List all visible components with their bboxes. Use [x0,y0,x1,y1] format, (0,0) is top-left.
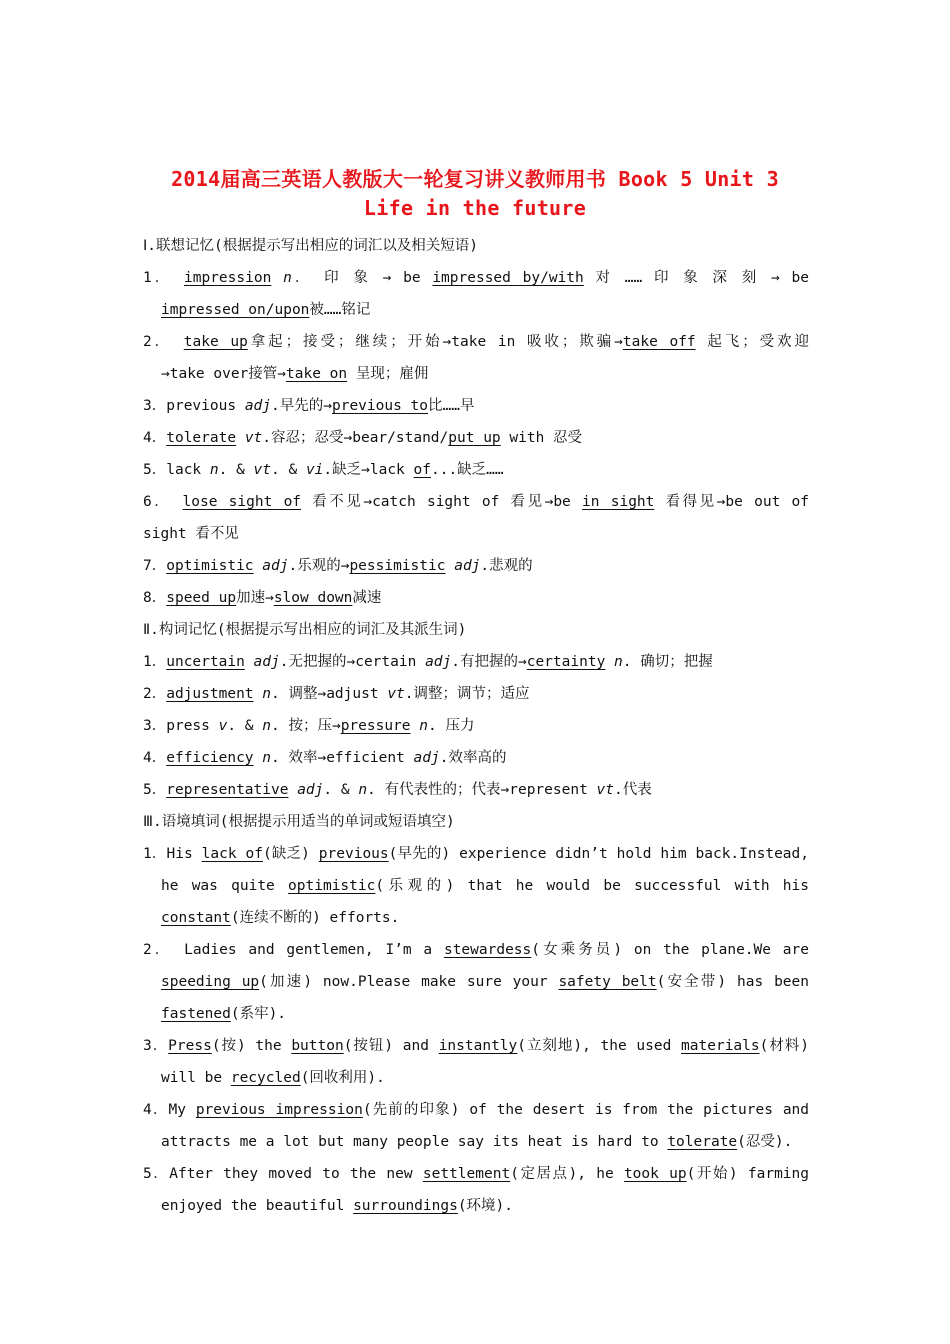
text-line [143,422,809,454]
text-segment: 2． [143,334,184,350]
text-line [143,550,809,582]
text-line [143,454,809,486]
text-segment: Ⅰ.联想记忆(根据提示写出相应的词汇以及相关短语) [143,238,478,254]
answer-blank: settlement [422,1166,511,1182]
text-segment: vi [305,462,324,478]
text-line [143,326,809,358]
text-line [143,358,809,390]
text-segment [605,654,614,670]
text-segment: 3． [143,1038,169,1054]
text-segment: (材料) [759,1038,809,1054]
text-segment [254,750,263,766]
answer-blank: speeding up [161,974,260,990]
text-segment: n [262,686,272,702]
text-segment: with 忍受 [500,430,583,446]
text-segment: (缺乏) [262,846,319,862]
answer-blank: surroundings [353,1198,458,1214]
text-segment: (系牢). [230,1006,287,1022]
text-segment: (加速) now.Please make sure your [259,974,559,990]
text-segment: adj [297,782,324,798]
answer-blank: take off [622,334,696,350]
text-segment: 2． [143,686,167,702]
text-segment: 1． [143,270,185,286]
text-segment: . 有代表性的；代表→represent [367,782,597,798]
text-segment: (开始) farming [686,1166,809,1182]
text-segment: (按钮) and [343,1038,439,1054]
text-segment: (女乘务员) on the plane.We are [531,942,809,958]
answer-blank: in sight [582,494,655,510]
text-segment: . & [271,462,306,478]
answer-blank: previous [318,846,389,862]
text-segment [254,686,263,702]
text-segment: . & [323,782,359,798]
text-segment: 7． [143,558,167,574]
answer-blank: optimistic [166,558,254,574]
text-segment: n [358,782,368,798]
answer-blank: fastened [161,1006,231,1022]
answer-blank: impressed on/upon [161,302,310,318]
answer-blank: tolerate [166,430,237,446]
text-segment: 3．press [143,718,219,734]
answer-blank: adjustment [166,686,254,702]
text-segment: 8． [143,590,167,606]
text-line [143,262,809,294]
text-segment: . 压力 [428,718,475,734]
answer-blank: previous impression [195,1102,363,1118]
text-segment [254,558,263,574]
text-line [143,678,809,710]
answer-blank: pessimistic [349,558,446,574]
text-segment: vt [387,686,405,702]
text-segment: .缺乏→lack [323,462,414,478]
text-segment: adj [262,558,289,574]
document-body [143,230,809,1222]
text-segment: vt [244,430,263,446]
text-segment: . 效率→efficient [271,750,414,766]
text-segment: ． 印 象 → be [291,270,433,286]
text-line [143,710,809,742]
text-segment: adj [413,750,440,766]
answer-blank: stewardess [443,942,532,958]
answer-blank: safety belt [558,974,657,990]
text-segment: 被……铭记 [309,302,371,318]
text-segment: v [218,718,228,734]
text-segment: sight 看不见 [143,526,239,542]
text-line [143,1126,809,1158]
text-segment: 4． [143,430,167,446]
text-segment: n [209,462,219,478]
answer-blank: took up [623,1166,687,1182]
answer-blank: tolerate [667,1134,738,1150]
text-line [143,582,809,614]
text-segment: enjoyed the beautiful [161,1198,354,1214]
text-segment: (安全带) has been [656,974,809,990]
text-segment: .代表 [614,782,652,798]
text-segment: n [262,750,272,766]
text-segment: will be [161,1070,231,1086]
answer-blank: take on [286,366,348,382]
text-segment: 看得见→be out of [654,494,809,510]
answer-blank: materials [681,1038,760,1054]
text-line [143,774,809,806]
answer-blank: impressed by/with [432,270,584,286]
text-line [143,294,809,326]
text-segment: n [262,718,271,734]
text-segment: adj [253,654,280,670]
answer-blank: instantly [438,1038,518,1054]
answer-blank: button [291,1038,344,1054]
text-segment: vt [253,462,272,478]
text-line [143,806,809,838]
text-segment: attracts me a lot but many people say its heat is hard to [161,1134,668,1150]
text-segment [445,558,454,574]
text-line [143,870,809,902]
answer-blank: lack of [201,846,263,862]
text-segment: (连续不断的) efforts. [230,910,400,926]
document-subtitle: Life in the future [363,196,587,220]
text-segment: .无把握的→certain [279,654,426,670]
text-line [143,966,809,998]
text-line [143,1062,809,1094]
answer-blank: optimistic [288,878,376,894]
text-segment: (早先的) experience didn’t hold him back.Instead, [388,846,809,862]
text-segment: Ⅲ.语境填词(根据提示用适当的单词或短语填空) [143,814,455,830]
text-segment [288,782,297,798]
text-segment: adj [454,558,481,574]
text-line [143,614,809,646]
text-segment: 加速→ [236,590,274,606]
answer-blank: of [413,462,431,478]
text-line [143,486,809,518]
text-segment: 对 …… 印 象 深 刻 → be [583,270,809,286]
text-segment: ...缺乏…… [430,462,504,478]
text-line [143,518,809,550]
text-line [143,646,809,678]
text-line [143,390,809,422]
text-segment [236,430,245,446]
text-segment: he was quite [161,878,289,894]
text-segment: .乐观的→ [288,558,350,574]
text-segment [411,718,420,734]
text-segment: 5．After they moved to the new [143,1166,423,1182]
text-segment: adj [425,654,452,670]
text-segment: 3．previous [143,398,245,414]
text-segment: (按) the [211,1038,292,1054]
text-segment [271,270,283,286]
answer-blank: lose sight of [182,494,302,510]
text-segment: . & [218,462,254,478]
text-segment: .悲观的 [480,558,533,574]
text-segment: (定居点), he [510,1166,624,1182]
answer-blank: efficiency [166,750,254,766]
text-segment: (环境). [457,1198,514,1214]
text-line [143,1190,809,1222]
text-segment: . 按；压→ [271,718,341,734]
text-segment: (立刻地), the used [517,1038,682,1054]
text-segment [245,654,254,670]
text-segment: Ⅱ.构词记忆(根据提示写出相应的词汇及其派生词) [143,622,467,638]
answer-blank: Press [168,1038,212,1054]
text-segment: n [419,718,429,734]
text-segment: 6． [143,494,183,510]
text-segment: 5． [143,782,167,798]
answer-blank: put up [448,430,501,446]
text-segment: .调整；调节；适应 [404,686,530,702]
text-segment: 4．My [143,1102,196,1118]
answer-blank: speed up [166,590,237,606]
text-line [143,934,809,966]
text-segment: vt [596,782,615,798]
text-segment: . 调整→adjust [271,686,388,702]
text-line [143,838,809,870]
text-line [143,742,809,774]
answer-blank: certainty [526,654,606,670]
answer-blank: uncertain [166,654,245,670]
text-segment: (先前的印象) of the desert is from the pictures and [362,1102,809,1118]
text-segment: 比……早 [428,398,475,414]
text-line [143,1030,809,1062]
answer-blank: recycled [230,1070,301,1086]
text-segment: .早先的→ [271,398,332,414]
answer-blank: slow down [273,590,353,606]
text-segment: .有把握的→ [451,654,527,670]
text-segment: 拿起；接受；继续；开始→take in 吸收；欺骗→ [247,334,623,350]
text-segment: (忍受). [737,1134,793,1150]
text-segment: .容忍；忍受→bear/stand/ [262,430,449,446]
text-segment: n [614,654,623,670]
answer-blank: impression [184,270,272,286]
text-segment: . & [227,718,263,734]
text-segment: .效率高的 [439,750,507,766]
answer-blank: previous to [331,398,429,414]
text-line [143,902,809,934]
text-line [143,1158,809,1190]
text-segment: 1． [143,654,167,670]
answer-blank: constant [161,910,231,926]
text-segment: adj [244,398,272,414]
answer-blank: representative [166,782,289,798]
text-segment: 呈现；雇佣 [347,366,429,382]
text-segment: n [283,270,292,286]
text-segment: 减速 [352,590,382,606]
text-line [143,998,809,1030]
text-segment: 2． Ladies and gentlemen, I’m a [143,942,444,958]
text-segment: 1．His [143,846,202,862]
text-segment: (回收利用). [300,1070,385,1086]
text-segment: . 确切；把握 [622,654,713,670]
text-segment: →take over接管→ [161,366,287,382]
text-segment: 5．lack [143,462,210,478]
text-segment: 起飞；受欢迎 [695,334,809,350]
text-segment: 看不见→catch sight of 看见→be [301,494,583,510]
text-segment: (乐观的) that he would be successful with his [375,878,809,894]
text-segment: 4． [143,750,167,766]
document-title: 2014届高三英语人教版大一轮复习讲义教师用书 Book 5 Unit 3 [171,167,779,191]
answer-blank: take up [183,334,248,350]
text-line [143,1094,809,1126]
answer-blank: pressure [340,718,411,734]
text-line [143,230,809,262]
